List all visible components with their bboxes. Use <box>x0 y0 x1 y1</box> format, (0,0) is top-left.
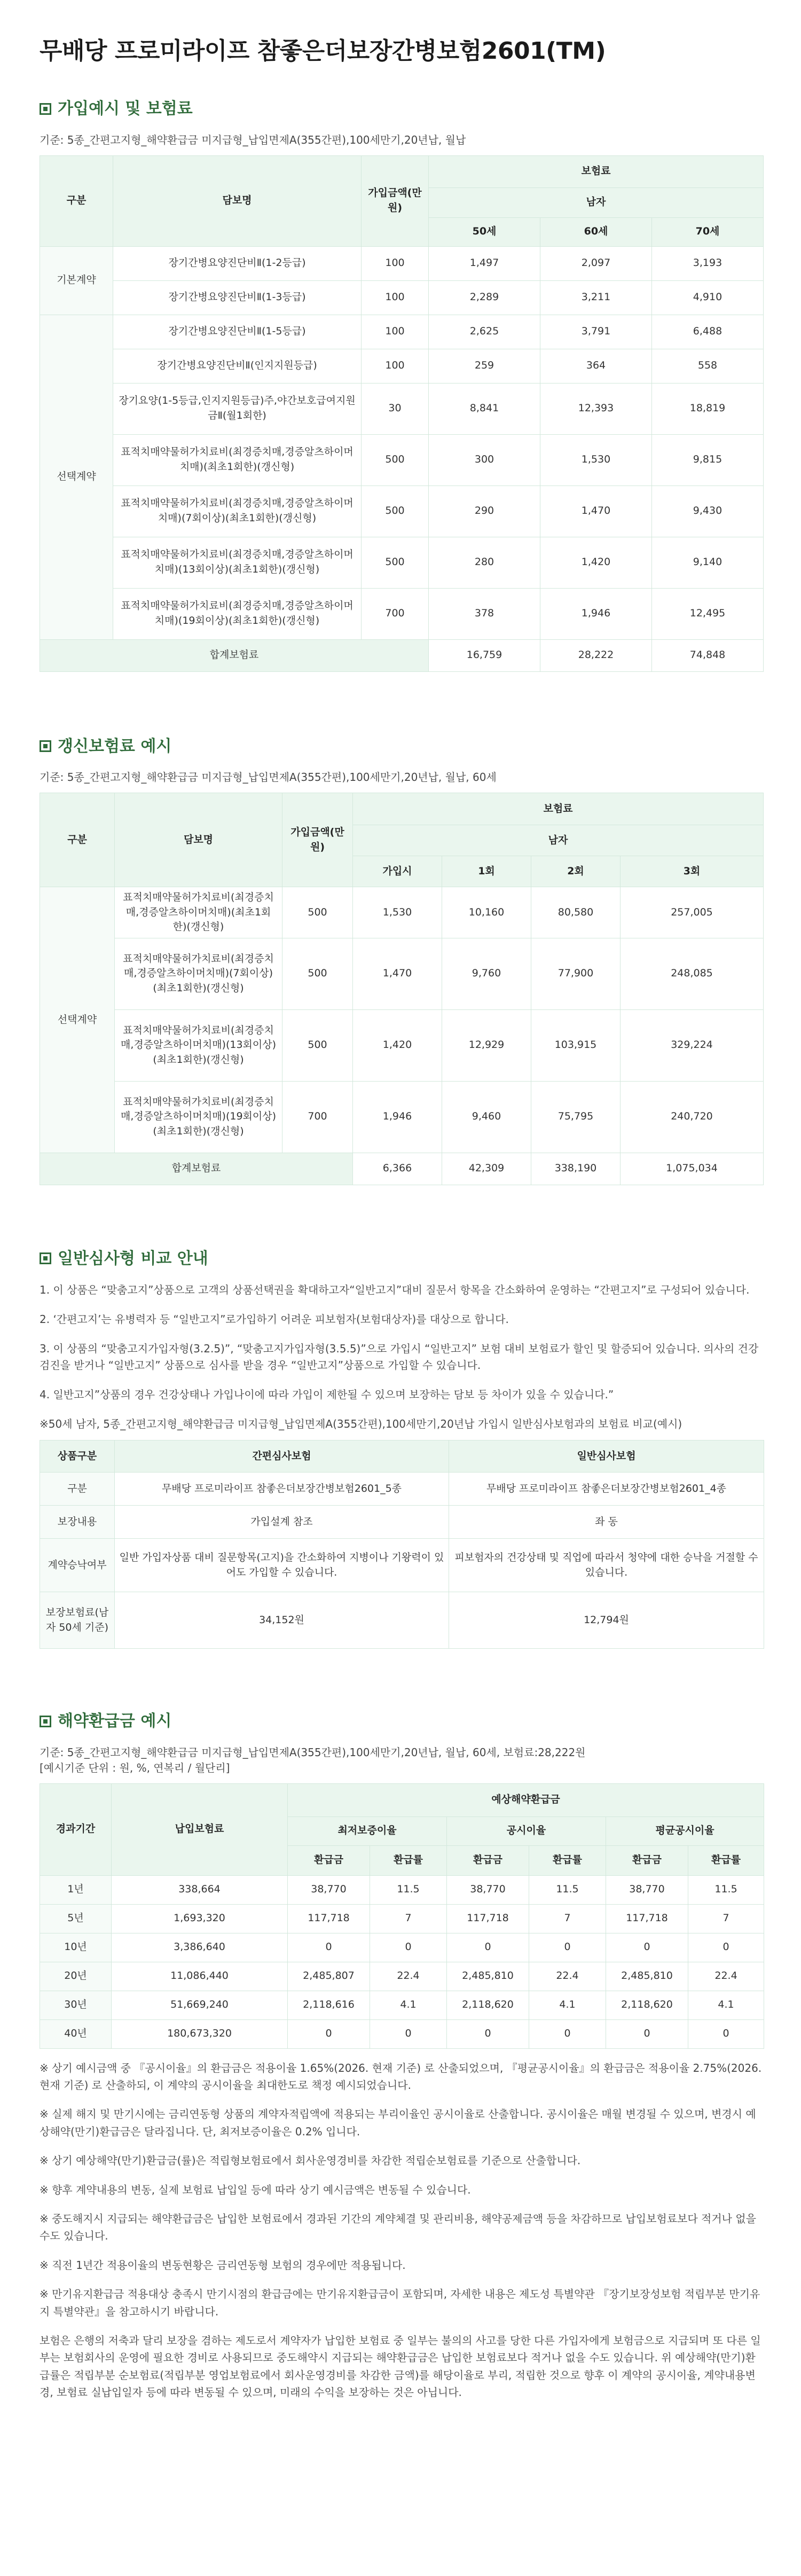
square-bullet-icon <box>40 1716 51 1727</box>
unit-text: [예시기준 단위 : 원, %, 연복리 / 월단리] <box>40 1761 230 1774</box>
total-row <box>40 639 764 671</box>
value-cell: 378 <box>429 588 540 639</box>
note-paragraph: ※ 실제 해지 및 만기시에는 금리연동형 상품의 계약자적립액에 적용되는 부리이율인 공시이율로 산출합니다. 공시이율은 매월 변경될 수 있으며, 변경시 예상해약(만기)환급금은 달라집니다. 단, 최저보증이율은 0.2% 입니다. <box>40 2108 756 2138</box>
value-cell: 22.4 <box>688 1962 764 1991</box>
row-label: 보장보험료(남자 50세 기준) <box>40 1592 115 1649</box>
section-heading <box>40 1710 764 1733</box>
table-row <box>40 434 764 486</box>
header-age: 70세 <box>652 217 764 246</box>
basis-text: 기준: 5종_간편고지형_해약환급금 미지급형_납입면제A(355간편),100세만기,20년납, 월납, 60세, 보험료:28,222원 <box>40 1745 586 1759</box>
period-cell: 5년 <box>40 1904 112 1933</box>
section-heading <box>40 1247 764 1271</box>
value-cell: 240,720 <box>621 1081 764 1153</box>
value-cell: 1,420 <box>353 1009 442 1081</box>
value-cell: 1,530 <box>540 434 652 486</box>
section-heading <box>40 97 764 121</box>
value-cell: 364 <box>540 349 652 383</box>
section-heading-text: 가입예시 및 보험료 <box>58 99 193 118</box>
value-cell: 22.4 <box>370 1962 447 1991</box>
value-cell: 1,946 <box>353 1081 442 1153</box>
header-male: 남자 <box>429 187 764 217</box>
note-paragraph: 보험은 은행의 저축과 달리 보장을 겸하는 제도로서 계약자가 납입한 보험료 중 일부는 불의의 사고를 당한 다른 가입자에게 보험금으로 지급되며 또 다른 일부는 보험회사의 운영에 필요한 경비로 사용되므로 중도해약시 지급되는 해약환급금은 납입한 보험료보다 적거나 없을 수도 있습니다. 위 예상해약(만기)환급률은 적립부분 순보험료(적립부분 영업보험료에서 회사운영경비를 차감한 금액)를 해당이율로 부리, 적립한 것으로 향후 이 계약의 공시이율, 계약내용변경, 보험료 실납입일자 등에 따라 변동될 수 있으며, 미래의 수익을 보장하는 것은 아닙니다. <box>40 2334 761 2399</box>
total-cell: 6,366 <box>353 1153 442 1185</box>
value-cell: 2,118,620 <box>606 1991 688 2019</box>
value-cell: 12,393 <box>540 383 652 434</box>
group-label: 선택계약 <box>40 887 115 1153</box>
header-sub: 환급률 <box>370 1845 447 1875</box>
coverage-name: 장기간병요양진단비Ⅱ(1-3등급) <box>113 280 362 315</box>
value-cell: 80,580 <box>531 887 621 938</box>
header-gubun: 구분 <box>40 155 113 246</box>
amount-cell: 30 <box>362 383 429 434</box>
header-sub: 환급금 <box>447 1845 529 1875</box>
total-row <box>40 1153 764 1185</box>
paid-cell: 180,673,320 <box>112 2019 288 2048</box>
value-cell: 무배당 프로미라이프 참좋은더보장간병보험2601_4종 <box>449 1473 764 1506</box>
value-cell: 0 <box>447 2019 529 2048</box>
value-cell: 248,085 <box>621 938 764 1009</box>
section-heading <box>40 735 764 758</box>
note-paragraph: ※ 상기 예시금액 중 『공시이율』의 환급금은 적용이율 1.65%(2026. 현재 기준) 로 산출되었으며, 『평균공시이율』의 환급금은 적용이율 2.75%(2026. 현재 기준) 로 산출하되, 이 계약의 공시이율을 최대한도로 책정 예시되었습니다. <box>40 2061 762 2092</box>
renewal-table <box>40 793 764 1185</box>
value-cell: 0 <box>288 1933 370 1962</box>
table-row <box>40 280 764 315</box>
value-cell: 피보험자의 건강상태 및 직업에 따라서 청약에 대한 승낙을 거절할 수 있습니다. <box>449 1539 764 1592</box>
value-cell: 257,005 <box>621 887 764 938</box>
period-cell: 10년 <box>40 1933 112 1962</box>
total-cell: 28,222 <box>540 639 652 671</box>
value-cell: 34,152원 <box>115 1592 449 1649</box>
coverage-name: 표적치매약물허가치료비(최경증치매,경증알츠하이머치매)(13회이상)(최초1회한)(갱신형) <box>113 537 362 588</box>
value-cell: 0 <box>529 1933 606 1962</box>
value-cell: 7 <box>688 1904 764 1933</box>
header-age: 50세 <box>429 217 540 246</box>
header-renewal: 2회 <box>531 856 621 887</box>
table-row <box>40 938 764 1009</box>
value-cell: 0 <box>447 1933 529 1962</box>
value-cell: 2,118,616 <box>288 1991 370 2019</box>
coverage-name: 표적치매약물허가치료비(최경증치매,경증알츠하이머치매)(7회이상)(최초1회한)(갱신형) <box>113 486 362 537</box>
value-cell: 1,946 <box>540 588 652 639</box>
period-cell: 40년 <box>40 2019 112 2048</box>
amount-cell: 100 <box>362 246 429 280</box>
table-row <box>40 383 764 434</box>
table-row <box>40 1875 764 1904</box>
value-cell: 3,211 <box>540 280 652 315</box>
note-paragraph: ※ 향후 계약내용의 변동, 실제 보험료 납입일 등에 따라 상기 예시금액은 변동될 수 있습니다. <box>40 2183 471 2196</box>
value-cell: 2,289 <box>429 280 540 315</box>
total-cell: 16,759 <box>429 639 540 671</box>
value-cell: 9,760 <box>442 938 531 1009</box>
paid-cell: 51,669,240 <box>112 1991 288 2019</box>
value-cell: 2,118,620 <box>447 1991 529 2019</box>
header-coverage-name: 담보명 <box>113 155 362 246</box>
value-cell: 290 <box>429 486 540 537</box>
value-cell: 11.5 <box>370 1875 447 1904</box>
paid-cell: 3,386,640 <box>112 1933 288 1962</box>
value-cell: 103,915 <box>531 1009 621 1081</box>
note-paragraph: ※ 직전 1년간 적용이율의 변동현황은 금리연동형 보험의 경우에만 적용됩니다. <box>40 2258 406 2272</box>
value-cell: 3,791 <box>540 315 652 349</box>
page-title: 무배당 프로미라이프 참좋은더보장간병보험2601(TM) <box>40 37 606 65</box>
notice-paragraph: 3. 이 상품의 “맞춤고지가입자형(3.2.5)”, “맞춤고지가입자형(3.5.5)”으로 가입시 “일반고지” 보험 대비 보험료가 할인 및 할증되어 있습니다. 의사의 건강검진을 받거나 “일반고지” 상품으로 심사를 받을 경우 “일반고지”상품으로 가입할 수 있습니다. <box>40 1342 759 1372</box>
section-renewal-premium <box>40 735 764 1185</box>
coverage-name: 장기간병요양진단비Ⅱ(인지지원등급) <box>113 349 362 383</box>
group-label: 기본계약 <box>40 246 113 315</box>
amount-cell: 700 <box>282 1081 353 1153</box>
notice-paragraph: 1. 이 상품은 “맞춤고지”상품으로 고객의 상품선택권을 확대하고자“일반고지”대비 질문서 항목을 간소화하여 운영하는 “간편고지”로 구성되어 있습니다. <box>40 1283 750 1297</box>
premium-table <box>40 155 764 672</box>
notice-paragraph: 4. 일반고지”상품의 경우 건강상태나 가입나이에 따라 가입이 제한될 수 있으며 보장하는 담보 등 차이가 있을 수 있습니다.” <box>40 1388 614 1401</box>
value-cell: 좌 동 <box>449 1506 764 1539</box>
value-cell: 38,770 <box>606 1875 688 1904</box>
header-refund: 예상해약환급금 <box>288 1783 764 1816</box>
basis-text: 기준: 5종_간편고지형_해약환급금 미지급형_납입면제A(355간편),100세만기,20년납, 월납 <box>40 133 466 146</box>
section-heading-text: 일반심사형 비교 안내 <box>58 1249 208 1268</box>
value-cell: 0 <box>606 2019 688 2048</box>
amount-cell: 500 <box>362 537 429 588</box>
table-row <box>40 887 764 938</box>
amount-cell: 100 <box>362 315 429 349</box>
total-label: 합계보험료 <box>40 639 429 671</box>
value-cell: 2,625 <box>429 315 540 349</box>
table-row <box>40 246 764 280</box>
value-cell: 일반 가입자상품 대비 질문항목(고지)을 간소화하여 지병이나 기왕력이 있어도 가입할 수 있습니다. <box>115 1539 449 1592</box>
paid-cell: 11,086,440 <box>112 1962 288 1991</box>
value-cell: 329,224 <box>621 1009 764 1081</box>
value-cell: 12,929 <box>442 1009 531 1081</box>
value-cell: 2,097 <box>540 246 652 280</box>
value-cell: 9,815 <box>652 434 764 486</box>
coverage-name: 표적치매약물허가치료비(최경증치매,경증알츠하이머치매)(19회이상)(최초1회한)(갱신형) <box>113 588 362 639</box>
header-sub: 환급률 <box>529 1845 606 1875</box>
value-cell: 7 <box>529 1904 606 1933</box>
value-cell: 77,900 <box>531 938 621 1009</box>
period-cell: 30년 <box>40 1991 112 2019</box>
value-cell: 8,841 <box>429 383 540 434</box>
header-premium: 보험료 <box>353 793 764 825</box>
value-cell: 4.1 <box>688 1991 764 2019</box>
section-heading-text: 해약환급금 예시 <box>58 1712 172 1731</box>
coverage-name: 표적치매약물허가치료비(최경증치매,경증알츠하이머치매)(최초1회한)(갱신형) <box>113 434 362 486</box>
value-cell: 300 <box>429 434 540 486</box>
total-label: 합계보험료 <box>40 1153 353 1185</box>
value-cell: 6,488 <box>652 315 764 349</box>
amount-cell: 500 <box>282 938 353 1009</box>
value-cell: 10,160 <box>442 887 531 938</box>
value-cell: 12,495 <box>652 588 764 639</box>
paid-cell: 1,693,320 <box>112 1904 288 1933</box>
total-cell: 1,075,034 <box>621 1153 764 1185</box>
header-coverage-name: 담보명 <box>115 793 282 887</box>
table-row <box>40 1539 764 1592</box>
value-cell: 4.1 <box>529 1991 606 2019</box>
value-cell: 9,430 <box>652 486 764 537</box>
value-cell: 18,819 <box>652 383 764 434</box>
header-rate-group: 최저보증이율 <box>288 1816 447 1845</box>
value-cell: 11.5 <box>688 1875 764 1904</box>
note-paragraph: ※ 중도해지시 지급되는 해약환급금은 납입한 보험료에서 경과된 기간의 계약체결 및 관리비용, 해약공제금액 등을 차감하므로 납입보험료보다 적거나 없을 수도 있습니다. <box>40 2212 756 2243</box>
total-cell: 74,848 <box>652 639 764 671</box>
value-cell: 0 <box>370 1933 447 1962</box>
table-row <box>40 1933 764 1962</box>
value-cell: 2,485,810 <box>447 1962 529 1991</box>
value-cell: 22.4 <box>529 1962 606 1991</box>
value-cell: 117,718 <box>288 1904 370 1933</box>
table-row <box>40 1081 764 1153</box>
total-cell: 42,309 <box>442 1153 531 1185</box>
value-cell: 117,718 <box>606 1904 688 1933</box>
amount-cell: 500 <box>282 887 353 938</box>
value-cell: 9,140 <box>652 537 764 588</box>
square-bullet-icon <box>40 103 51 115</box>
table-row <box>40 315 764 349</box>
value-cell: 4.1 <box>370 1991 447 2019</box>
value-cell: 38,770 <box>288 1875 370 1904</box>
amount-cell: 500 <box>282 1009 353 1081</box>
notice-paragraph: ※50세 남자, 5종_간편고지형_해약환급금 미지급형_납입면제A(355간편),100세만기,20년납 가입시 일반심사보험과의 보험료 비교(예시) <box>40 1418 682 1431</box>
table-row <box>40 1592 764 1649</box>
value-cell: 1,420 <box>540 537 652 588</box>
header-amount: 가입금액(만원) <box>362 155 429 246</box>
table-row <box>40 588 764 639</box>
coverage-name: 장기간병요양진단비Ⅱ(1-5등급) <box>113 315 362 349</box>
value-cell: 1,530 <box>353 887 442 938</box>
section-general-review-comparison <box>40 1247 764 1649</box>
header-period: 경과기간 <box>40 1783 112 1875</box>
section-premium-example <box>40 97 764 672</box>
value-cell: 0 <box>370 2019 447 2048</box>
basis-text: 기준: 5종_간편고지형_해약환급금 미지급형_납입면제A(355간편),100세만기,20년납, 월납, 60세 <box>40 771 497 784</box>
table-row <box>40 2019 764 2048</box>
value-cell: 117,718 <box>447 1904 529 1933</box>
period-cell: 1년 <box>40 1875 112 1904</box>
coverage-name: 장기요양(1-5등급,인지지원등급)주,야간보호급여지원금Ⅱ(월1회한) <box>113 383 362 434</box>
header-simple-review: 간편심사보험 <box>115 1440 449 1473</box>
value-cell: 558 <box>652 349 764 383</box>
value-cell: 11.5 <box>529 1875 606 1904</box>
group-label: 선택계약 <box>40 315 113 639</box>
table-row <box>40 1473 764 1506</box>
header-rate-group: 평균공시이율 <box>606 1816 764 1845</box>
header-renewal: 1회 <box>442 856 531 887</box>
table-row <box>40 537 764 588</box>
value-cell: 38,770 <box>447 1875 529 1904</box>
amount-cell: 500 <box>362 486 429 537</box>
table-row <box>40 1904 764 1933</box>
value-cell: 3,193 <box>652 246 764 280</box>
row-label: 구분 <box>40 1473 115 1506</box>
table-row <box>40 486 764 537</box>
value-cell: 0 <box>688 1933 764 1962</box>
header-sub: 환급금 <box>288 1845 370 1875</box>
section-surrender-refund <box>40 1710 764 2401</box>
value-cell: 7 <box>370 1904 447 1933</box>
value-cell: 259 <box>429 349 540 383</box>
paid-cell: 338,664 <box>112 1875 288 1904</box>
amount-cell: 700 <box>362 588 429 639</box>
square-bullet-icon <box>40 1252 51 1264</box>
note-paragraph: ※ 만기유지환급금 적용대상 충족시 만기시점의 환급금에는 만기유지환급금이 포함되며, 자세한 내용은 제도성 특별약관 『장기보장성보험 적립부분 만기유지 특별약관』을 참고하시기 바랍니다. <box>40 2288 760 2318</box>
value-cell: 12,794원 <box>449 1592 764 1649</box>
table-row <box>40 1506 764 1539</box>
value-cell: 1,497 <box>429 246 540 280</box>
value-cell: 2,485,810 <box>606 1962 688 1991</box>
amount-cell: 100 <box>362 349 429 383</box>
value-cell: 0 <box>529 2019 606 2048</box>
header-sub: 환급금 <box>606 1845 688 1875</box>
coverage-name: 장기간병요양진단비Ⅱ(1-2등급) <box>113 246 362 280</box>
amount-cell: 500 <box>362 434 429 486</box>
value-cell: 280 <box>429 537 540 588</box>
row-label: 계약승낙여부 <box>40 1539 115 1592</box>
value-cell: 2,485,807 <box>288 1962 370 1991</box>
table-row <box>40 1009 764 1081</box>
row-label: 보장내용 <box>40 1506 115 1539</box>
note-paragraph: ※ 상기 예상해약(만기)환급금(률)은 적립형보험료에서 회사운영경비를 차감한 적립순보험료를 기준으로 산출합니다. <box>40 2154 581 2167</box>
square-bullet-icon <box>40 740 51 752</box>
coverage-name: 표적치매약물허가치료비(최경증치매,경증알츠하이머치매)(19회이상)(최초1회한)(갱신형) <box>115 1081 282 1153</box>
header-renewal: 3회 <box>621 856 764 887</box>
value-cell: 4,910 <box>652 280 764 315</box>
header-premium: 보험료 <box>429 155 764 187</box>
header-male: 남자 <box>353 825 764 856</box>
coverage-name: 표적치매약물허가치료비(최경증치매,경증알츠하이머치매)(13회이상)(최초1회한)(갱신형) <box>115 1009 282 1081</box>
value-cell: 1,470 <box>540 486 652 537</box>
coverage-name: 표적치매약물허가치료비(최경증치매,경증알츠하이머치매)(7회이상)(최초1회한)(갱신형) <box>115 938 282 1009</box>
total-cell: 338,190 <box>531 1153 621 1185</box>
header-age: 60세 <box>540 217 652 246</box>
amount-cell: 100 <box>362 280 429 315</box>
notice-paragraph: 2. ‘간편고지’는 유병력자 등 “일반고지”로가입하기 어려운 피보험자(보험대상자)를 대상으로 합니다. <box>40 1313 509 1326</box>
header-gubun: 구분 <box>40 793 115 887</box>
coverage-name: 표적치매약물허가치료비(최경증치매,경증알츠하이머치매)(최초1회한)(갱신형) <box>115 887 282 938</box>
value-cell: 75,795 <box>531 1081 621 1153</box>
header-general-review: 일반심사보험 <box>449 1440 764 1473</box>
value-cell: 0 <box>606 1933 688 1962</box>
table-row <box>40 349 764 383</box>
header-product-type: 상품구분 <box>40 1440 115 1473</box>
value-cell: 9,460 <box>442 1081 531 1153</box>
period-cell: 20년 <box>40 1962 112 1991</box>
value-cell: 0 <box>688 2019 764 2048</box>
header-rate-group: 공시이율 <box>447 1816 606 1845</box>
table-row <box>40 1991 764 2019</box>
header-paid: 납입보험료 <box>112 1783 288 1875</box>
refund-table <box>40 1783 764 2049</box>
table-row <box>40 1962 764 1991</box>
header-renewal: 가입시 <box>353 856 442 887</box>
value-cell: 1,470 <box>353 938 442 1009</box>
value-cell: 가입설계 참조 <box>115 1506 449 1539</box>
header-amount: 가입금액(만원) <box>282 793 353 887</box>
value-cell: 0 <box>288 2019 370 2048</box>
comparison-table <box>40 1440 764 1649</box>
header-sub: 환급률 <box>688 1845 764 1875</box>
section-heading-text: 갱신보험료 예시 <box>58 737 172 756</box>
value-cell: 무배당 프로미라이프 참좋은더보장간병보험2601_5종 <box>115 1473 449 1506</box>
